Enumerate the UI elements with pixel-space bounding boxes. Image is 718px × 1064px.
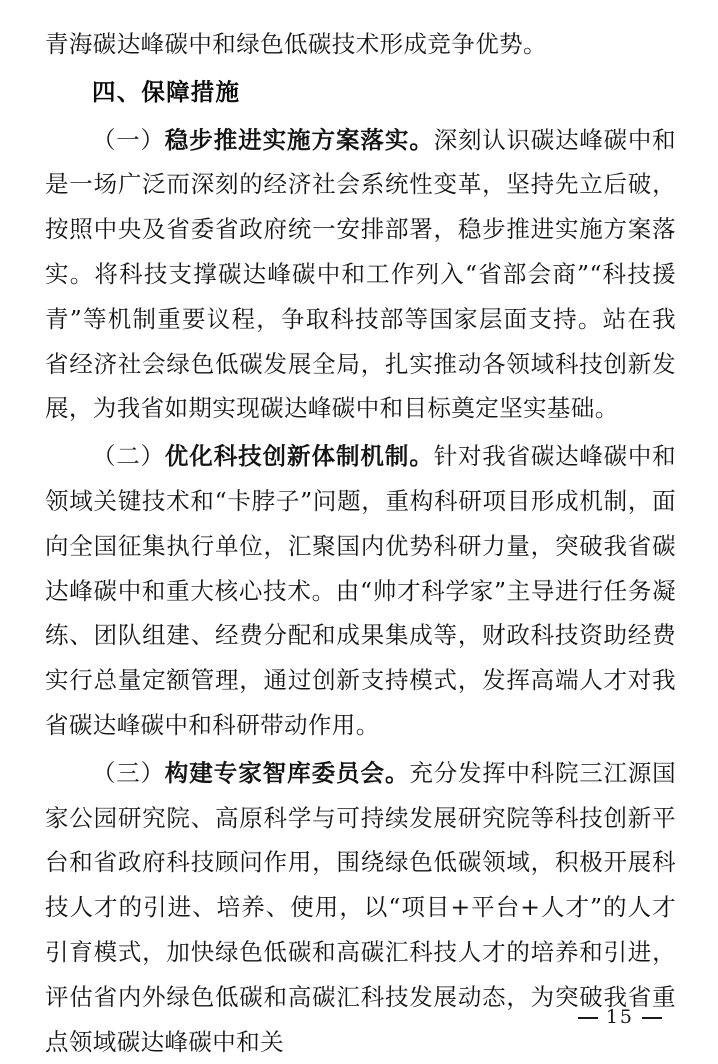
paragraph-3-subheading: 构建专家智库委员会。 [164,758,410,787]
paragraph-2-subheading: 优化科技创新体制机制。 [164,442,434,471]
paragraph-1-subheading: 稳步推进实施方案落实。 [164,125,434,154]
paragraph-3-body: 充分发挥中科院三江源国家公园研究院、高原科学与可持续发展研究院等科技创新平台和省政府科技顾问作用，围绕绿色低碳领域，积极开展科技人才的引进、培养、使用，以“项目+平台+人才”的人才引育模式，加快绿色低碳和高碳汇科技人才的培养和引进，评估省内外绿色低碳和高碳汇科技发展动态，为突破我省重点领域碳达峰碳中和关 [45,758,677,1056]
page-footer [0,1006,676,1028]
paragraph-2-marker: （二） [92,442,165,471]
paragraph-1-body: 深刻认识碳达峰碳中和是一场广泛而深刻的经济社会系统性变革，坚持先立后破，按照中央及省委省政府统一安排部署，稳步推进实施方案落实。将科技支撑碳达峰碳中和工作列入“省部会商”“科技援青”等机制重要议程，争取科技部等国家层面支持。站在我省经济社会绿色低碳发展全局，扎实推动各领域科技创新发展，为我省如期实现碳达峰碳中和目标奠定坚实基础。 [45,125,677,423]
page-number: 15 [605,1006,634,1028]
paragraph-1-marker: （一） [92,125,165,154]
footer-dash-right-icon [642,1017,662,1019]
document-body [45,22,676,1064]
paragraph-2 [45,434,676,748]
continuation-line: 青海碳达峰碳中和绿色低碳技术形成竞争优势。 [45,30,547,58]
section-heading: 四、保障措施 [92,77,241,106]
paragraph-2-body: 针对我省碳达峰碳中和领域关键技术和“卡脖子”问题，重构科研项目形成机制，面向全国征集执行单位，汇聚国内优势科研力量，突破我省碳达峰碳中和重大核心技术。由“帅才科学家”主导进行任务凝练、团队组建、经费分配和成果集成等，财政科技资助经费实行总量定额管理，通过创新支持模式，发挥高端人才对我省碳达峰碳中和科研带动作用。 [45,442,677,739]
paragraph-1 [45,118,676,432]
footer-dash-left-icon [578,1017,598,1019]
paragraph-3-marker: （三） [92,758,165,787]
